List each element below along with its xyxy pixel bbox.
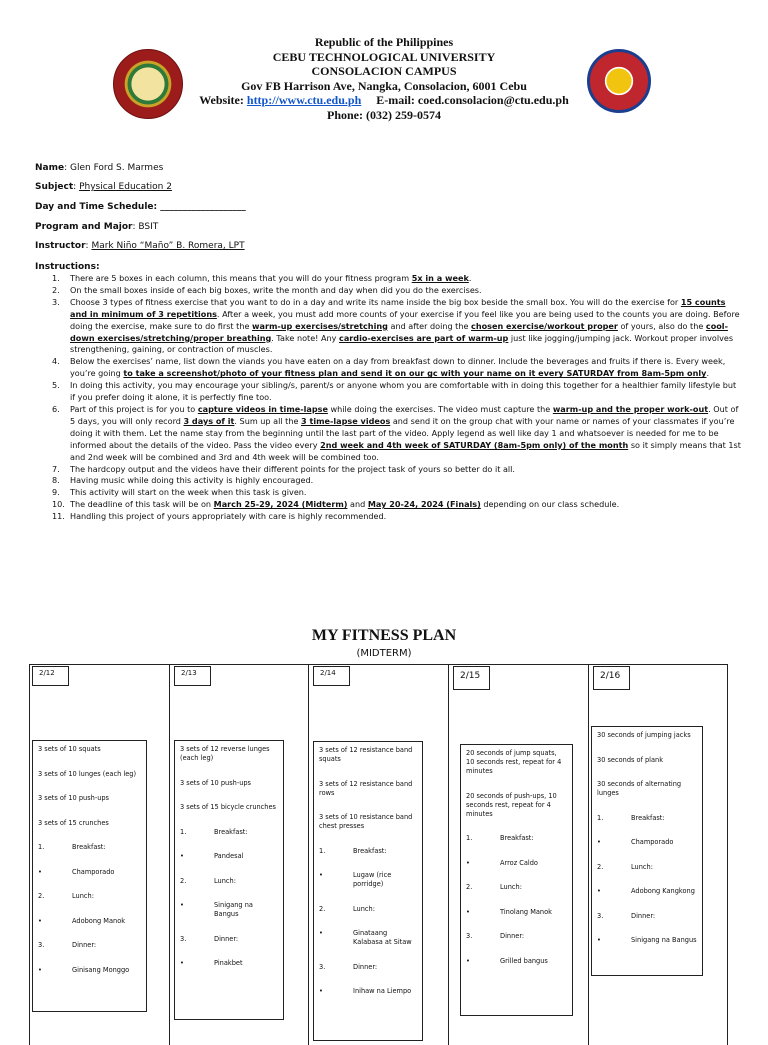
meal-marker: 1. xyxy=(38,843,45,851)
header-contacts xyxy=(0,93,768,108)
instruction-segment: The hardcopy output and the videos have their different points for the project task of yours so better do it all. xyxy=(70,463,515,474)
instruction-item xyxy=(52,487,742,499)
instruction-segment: so it simply means that 1st and 2nd week will be combined and 3rd and 4th week will be combined too. xyxy=(70,439,741,462)
meal-text: Breakfast: xyxy=(214,827,248,836)
meal-marker: • xyxy=(38,916,42,925)
instruction-segment: On the small boxes inside of each big boxes, write the month and day when did you do the exercises. xyxy=(70,284,482,295)
instruction-segment: and after doing the xyxy=(387,320,472,331)
program-value: : BSIT xyxy=(132,222,159,232)
instructor-line: Instructor: Mark Niño “Maño” B. Romera, LPT xyxy=(35,241,245,251)
instruction-text xyxy=(70,356,742,380)
meal-marker: 2. xyxy=(466,883,473,891)
meal-text: Dinner: xyxy=(631,911,656,920)
meal-item xyxy=(319,963,417,972)
instructions-list xyxy=(52,273,742,523)
meal-text: Pandesal xyxy=(214,852,244,860)
plan-title: MY FITNESS PLAN xyxy=(311,627,457,644)
meal-item xyxy=(597,814,697,823)
day-entry-box[interactable] xyxy=(591,726,703,976)
program-label: Program and Major xyxy=(35,222,133,232)
meal-item xyxy=(38,917,141,926)
meal-item xyxy=(466,859,567,868)
meal-item xyxy=(180,877,278,886)
meal-text: Adobong Manok xyxy=(72,916,126,925)
meal-item xyxy=(597,838,697,847)
date-box[interactable]: 2/15 xyxy=(453,666,490,690)
fitness-plan-grid xyxy=(29,664,728,1045)
instruction-segment: Handling this project of yours appropriately with care is highly recommended. xyxy=(70,511,387,522)
instruction-segment: Choose 3 types of fitness exercise that you want to do in a day and write its name inside the big box beside the small box. You will do the exercise for xyxy=(70,296,681,307)
instruction-number: 10. xyxy=(52,499,65,510)
instruction-item xyxy=(52,499,742,511)
exercise-item: 20 seconds of jump squats, 10 seconds rest, repeat for 4 minutes xyxy=(466,749,562,775)
meal-text: Sinigang na Bangus xyxy=(214,901,253,918)
instruction-emphasis: 2nd week and 4th week of SATURDAY (8am-5pm only) of the month xyxy=(320,439,629,450)
meal-item xyxy=(180,901,278,919)
email-text: E-mail: coed.consolacion@ctu.edu.ph xyxy=(376,93,569,107)
meal-text: Dinner: xyxy=(214,934,239,943)
date-box[interactable]: 2/14 xyxy=(313,666,350,686)
meal-text: Arroz Caldo xyxy=(500,858,538,867)
instruction-text xyxy=(70,464,742,476)
meal-marker: • xyxy=(180,901,184,909)
meal-item xyxy=(180,959,278,968)
instruction-text xyxy=(70,380,742,404)
exercise-item: 3 sets of 10 push-ups xyxy=(180,778,251,787)
meal-marker: 1. xyxy=(466,834,473,842)
exercise-item: 3 sets of 15 crunches xyxy=(38,818,109,827)
instruction-segment: The deadline of this task will be on xyxy=(70,499,214,510)
instruction-item xyxy=(52,475,742,487)
instruction-number: 3. xyxy=(52,296,60,307)
instruction-number: 9. xyxy=(52,487,60,498)
header-republic: Republic of the Philippines xyxy=(314,35,454,49)
day-column-3 xyxy=(308,665,449,1045)
header-campus: CONSOLACION CAMPUS xyxy=(311,64,457,78)
instruction-segment: . Out of 5 days, you will only record xyxy=(70,403,739,426)
meal-text: Dinner: xyxy=(353,962,378,971)
instruction-segment: . xyxy=(706,368,710,379)
schedule-line xyxy=(35,202,246,212)
meal-item xyxy=(319,905,417,914)
subject-line: Subject: Physical Education 2 xyxy=(35,182,172,192)
meal-text: Lunch: xyxy=(500,883,522,891)
day-entry-box[interactable] xyxy=(174,740,284,1020)
instruction-text xyxy=(70,511,742,523)
plan-subtitle: (MIDTERM) xyxy=(356,648,412,659)
meal-text: Lunch: xyxy=(353,904,375,913)
instruction-segment: depending on our class schedule. xyxy=(480,499,620,510)
meal-item xyxy=(38,892,141,901)
instruction-text xyxy=(70,487,742,499)
instruction-item xyxy=(52,285,742,297)
instruction-item xyxy=(52,380,742,404)
instruction-item xyxy=(52,464,742,476)
instruction-text xyxy=(70,404,742,464)
instructor-label: Instructor xyxy=(35,241,86,251)
instruction-number: 5. xyxy=(52,380,60,391)
date-box[interactable]: 2/16 xyxy=(593,666,630,690)
meal-marker: 2. xyxy=(38,892,45,900)
instruction-segment: . xyxy=(468,273,472,283)
meal-item xyxy=(319,987,417,996)
instruction-text xyxy=(70,285,742,297)
meal-marker: • xyxy=(319,987,323,995)
instruction-segment: . After a week, you must add more counts of your exercise if you feel like you are being used to the counts you are doing. Before doing the exercise, make sure to do first the xyxy=(70,308,740,331)
meal-text: Champorado xyxy=(631,838,674,846)
meal-marker: 1. xyxy=(319,846,326,855)
letterhead xyxy=(0,35,768,122)
instruction-segment: This activity will start on the week when this task is given. xyxy=(70,487,307,498)
instruction-emphasis: capture videos in time-lapse xyxy=(197,403,328,414)
instruction-segment: and send it on the group chat with your name or names of your classmates if you’re doing it with them. Let the name stay from the beginning until the last part of the video. Apply legend as well like day 1 and whatsoever is needed for me to be informed about the details of the video. Pass the video every xyxy=(70,415,735,450)
exercise-item: 3 sets of 12 resistance band squats xyxy=(319,746,413,763)
header-address: Gov FB Harrison Ave, Nangka, Consolacion, 6001 Cebu xyxy=(241,78,527,93)
meal-text: Breakfast: xyxy=(353,846,387,855)
meal-marker: 3. xyxy=(38,941,45,949)
day-column-5 xyxy=(588,665,728,1045)
meal-item xyxy=(466,957,567,966)
meal-item xyxy=(180,828,278,837)
meal-text: Champorado xyxy=(72,867,115,876)
meal-item xyxy=(319,871,417,889)
meal-text: Lunch: xyxy=(72,892,94,900)
meal-item xyxy=(597,863,697,872)
meal-text: Tinolang Manok xyxy=(500,907,552,916)
instruction-text xyxy=(70,499,742,511)
instruction-emphasis: to take a screenshot/photo of your fitness plan and send it on our gc with your name on it every SATURDAY from 8am-5pm only xyxy=(123,368,707,379)
instruction-segment: Below the exercises’ name, list down the viands you have eaten on a day from breakfast down to dinner. Include the beverages and fruits if there is. Every week, you’re going xyxy=(70,356,726,379)
instruction-item xyxy=(52,297,742,357)
meal-marker: • xyxy=(180,852,184,860)
instruction-item xyxy=(52,356,742,380)
instruction-item xyxy=(52,511,742,523)
date-box[interactable]: 2/12 xyxy=(32,666,69,686)
meal-text: Lugaw (rice porridge) xyxy=(353,871,392,888)
day-column-1 xyxy=(30,665,170,1045)
name-label: Name xyxy=(35,163,65,173)
program-line xyxy=(35,222,158,232)
meal-text: Dinner: xyxy=(72,941,97,949)
instruction-segment: while doing the exercises. The video must capture the xyxy=(327,403,553,414)
exercise-item: 30 seconds of jumping jacks xyxy=(597,731,691,739)
instruction-text xyxy=(70,475,742,487)
day-column-2 xyxy=(169,665,309,1045)
instruction-emphasis: cool-down exercises/stretching/proper breathing xyxy=(70,320,728,343)
meal-text: Lunch: xyxy=(631,862,653,871)
meal-item xyxy=(466,883,567,892)
meal-item xyxy=(38,966,141,975)
schedule-label: Day and Time Schedule: xyxy=(35,202,161,212)
instructions-heading: Instructions: xyxy=(35,262,100,272)
meal-item xyxy=(180,852,278,861)
instruction-segment: There are 5 boxes in each column, this means that you will do your fitness program xyxy=(70,273,412,283)
meal-marker: 3. xyxy=(319,962,326,971)
instruction-number: 6. xyxy=(52,403,60,414)
meal-marker: 2. xyxy=(597,862,604,871)
meal-item xyxy=(597,912,697,921)
meal-marker: • xyxy=(597,838,601,846)
name-value: : Glen Ford S. Marmes xyxy=(64,163,164,173)
meal-marker: • xyxy=(38,965,42,974)
day-entry-box[interactable] xyxy=(32,740,147,1012)
meal-item xyxy=(466,908,567,917)
meal-item xyxy=(597,936,697,945)
instructions-title: Instructions xyxy=(35,262,96,272)
meal-text: Ginataang Kalabasa at Sitaw xyxy=(353,929,412,946)
instruction-number: 7. xyxy=(52,463,60,474)
meal-text: Grilled bangus xyxy=(500,956,548,965)
instruction-emphasis: warm-up and the proper work-out xyxy=(552,403,709,414)
meal-marker: • xyxy=(466,956,470,965)
subject-label: Subject xyxy=(35,182,74,192)
meal-text: Sinigang na Bangus xyxy=(631,936,697,944)
header-university: CEBU TECHNOLOGICAL UNIVERSITY xyxy=(272,49,496,64)
exercise-item: 3 sets of 12 resistance band rows xyxy=(319,779,413,797)
instruction-emphasis: 5x in a week xyxy=(411,273,469,283)
website-link[interactable]: http://www.ctu.edu.ph xyxy=(246,93,362,107)
meal-text: Pinakbet xyxy=(214,959,243,967)
exercise-item: 3 sets of 12 reverse lunges (each leg) xyxy=(180,745,270,762)
subject-value: Physical Education 2 xyxy=(79,182,172,192)
meal-item xyxy=(597,887,697,896)
exercise-item: 20 seconds of push-ups, 10 seconds rest, repeat for 4 minutes xyxy=(466,791,557,818)
instruction-emphasis: warm-up exercises/stretching xyxy=(252,320,388,331)
instruction-text xyxy=(70,273,742,285)
instruction-segment: Having music while doing this activity is highly encouraged. xyxy=(70,475,314,486)
exercise-item: 3 sets of 10 squats xyxy=(38,745,101,753)
meal-text: Ginisang Monggo xyxy=(72,965,130,974)
meal-item xyxy=(38,868,141,877)
day-entry-box[interactable] xyxy=(460,744,573,1016)
instruction-emphasis: cardio-exercises are part of warm-up xyxy=(339,332,509,343)
meal-marker: • xyxy=(180,959,184,967)
instruction-number: 1. xyxy=(52,273,60,283)
meal-text: Breakfast: xyxy=(631,813,665,822)
meal-marker: 3. xyxy=(597,911,604,920)
meal-text: Lunch: xyxy=(214,876,236,885)
meal-text: Inihaw na Liempo xyxy=(353,987,412,995)
instruction-segment: and xyxy=(347,499,368,510)
instruction-emphasis: chosen exercise/workout proper xyxy=(471,320,618,331)
exercise-item: 3 sets of 10 lunges (each leg) xyxy=(38,769,137,778)
instruction-emphasis: 3 time-lapse videos xyxy=(301,415,391,426)
instructor-value: Mark Niño “Maño” B. Romera, LPT xyxy=(91,241,245,251)
meal-marker: 2. xyxy=(180,876,187,885)
exercise-item: 3 sets of 10 resistance band chest presses xyxy=(319,813,413,830)
instruction-text xyxy=(70,297,742,357)
meal-item xyxy=(466,834,567,843)
instruction-segment: Part of this project is for you to xyxy=(70,403,198,414)
instruction-segment: . Sum up all the xyxy=(234,415,302,426)
instruction-item xyxy=(52,273,742,285)
schedule-value: ___________________ xyxy=(160,202,246,212)
day-entry-box[interactable] xyxy=(313,741,423,1041)
meal-text: Breakfast: xyxy=(72,843,106,851)
meal-item xyxy=(38,843,141,852)
instruction-number: 11. xyxy=(52,511,65,522)
exercise-item: 3 sets of 10 push-ups xyxy=(38,794,109,802)
meal-item xyxy=(319,847,417,856)
meal-item xyxy=(38,941,141,950)
meal-marker: 3. xyxy=(180,934,187,943)
instruction-emphasis: 3 days of it xyxy=(183,415,235,426)
meal-marker: • xyxy=(466,858,470,867)
meal-marker: • xyxy=(597,887,601,895)
meal-marker: • xyxy=(319,871,323,879)
instruction-number: 4. xyxy=(52,356,60,367)
meal-marker: • xyxy=(319,929,323,937)
meal-marker: 3. xyxy=(466,932,473,940)
instruction-item xyxy=(52,404,742,464)
meal-item xyxy=(180,935,278,944)
instruction-emphasis: 15 counts and in minimum of 3 repetitions xyxy=(70,296,726,319)
name-line xyxy=(35,163,163,173)
exercise-item: 3 sets of 15 bicycle crunches xyxy=(180,803,276,811)
instruction-segment: just like jogging/jumping jack. Workout proper involves strengthening, gaining, or contraction of muscles. xyxy=(70,332,734,355)
meal-text: Adobong Kangkong xyxy=(631,887,695,895)
instruction-emphasis: March 25-29, 2024 (Midterm) xyxy=(213,499,348,510)
meal-marker: • xyxy=(597,936,601,944)
instruction-segment: In doing this activity, you may encourage your sibling/s, parent/s or anyone whom you are comfortable with in doing this together for a healthier family lifestyle but if you prefer doing it alone, it is perfectly fine too. xyxy=(70,380,737,403)
instruction-number: 8. xyxy=(52,475,60,486)
instruction-segment: of yours, also do the xyxy=(617,320,706,331)
meal-marker: • xyxy=(38,867,42,876)
meal-text: Dinner: xyxy=(500,932,525,940)
meal-marker: 2. xyxy=(319,904,326,913)
date-box[interactable]: 2/13 xyxy=(174,666,211,686)
meal-marker: • xyxy=(466,907,470,916)
exercise-item: 30 seconds of alternating lunges xyxy=(597,780,682,797)
meal-marker: 1. xyxy=(597,813,604,822)
instruction-number: 2. xyxy=(52,284,60,295)
instruction-emphasis: May 20-24, 2024 (Finals) xyxy=(367,499,481,510)
meal-marker: 1. xyxy=(180,827,187,836)
day-column-4 xyxy=(448,665,589,1045)
website-label: Website: xyxy=(199,93,247,107)
exercise-item: 30 seconds of plank xyxy=(597,755,664,764)
header-phone: Phone: (032) 259-0574 xyxy=(327,107,441,122)
meal-item xyxy=(319,929,417,947)
meal-item xyxy=(466,932,567,941)
meal-text: Breakfast: xyxy=(500,834,534,842)
instruction-segment: . Take note! Any xyxy=(271,332,340,343)
